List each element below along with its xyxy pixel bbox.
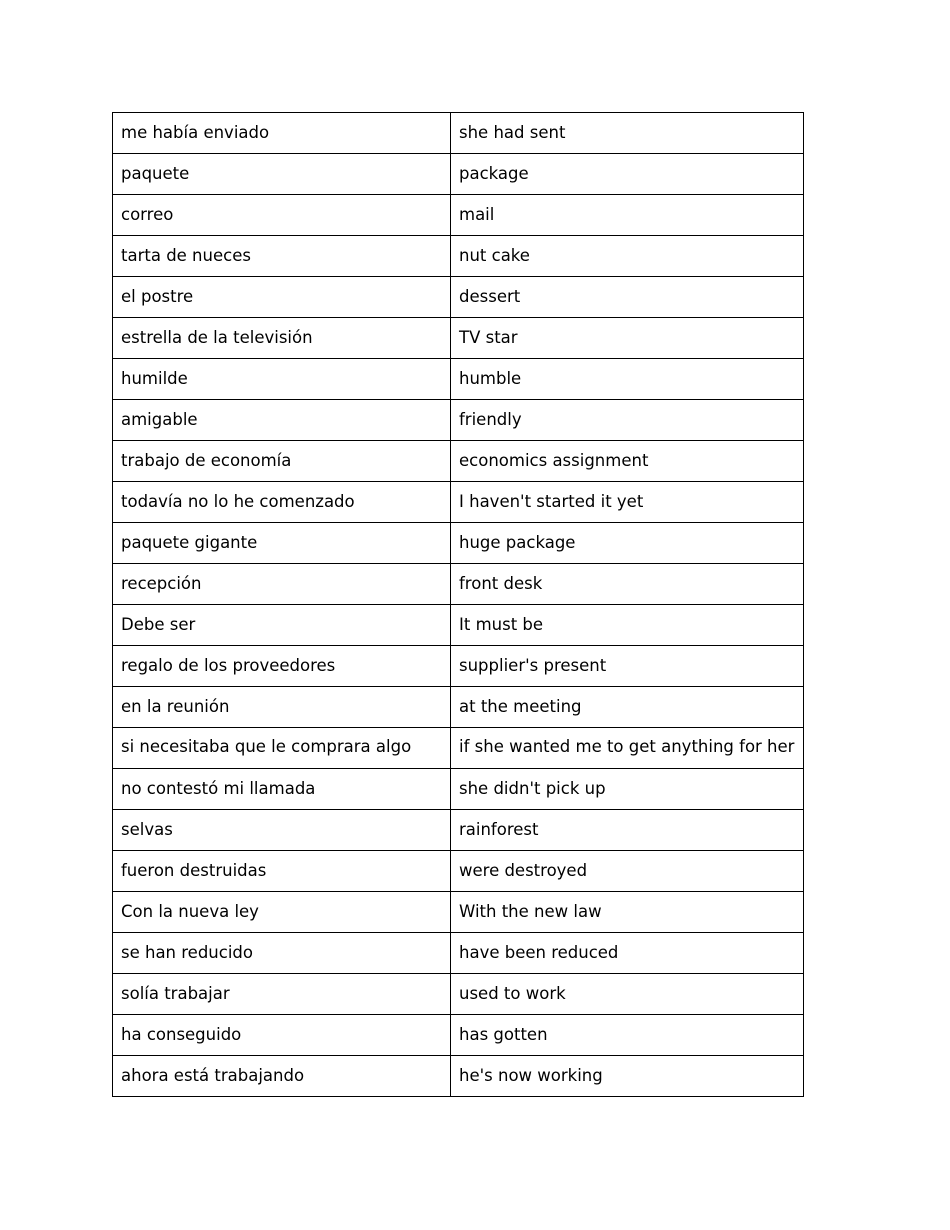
spanish-cell: no contestó mi llamada [113, 769, 451, 810]
english-cell: economics assignment [451, 441, 804, 482]
english-cell: has gotten [451, 1015, 804, 1056]
english-cell: mail [451, 195, 804, 236]
spanish-cell: se han reducido [113, 933, 451, 974]
english-cell: huge package [451, 523, 804, 564]
spanish-cell: regalo de los proveedores [113, 646, 451, 687]
table-row [113, 113, 804, 154]
spanish-cell: ahora está trabajando [113, 1056, 451, 1097]
english-cell: friendly [451, 400, 804, 441]
vocabulary-table-body [113, 113, 804, 1097]
spanish-cell: en la reunión [113, 687, 451, 728]
table-row [113, 1015, 804, 1056]
table-row [113, 359, 804, 400]
spanish-cell: ha conseguido [113, 1015, 451, 1056]
spanish-cell: si necesitaba que le comprara algo [113, 728, 451, 769]
table-row [113, 851, 804, 892]
english-cell: have been reduced [451, 933, 804, 974]
table-row [113, 523, 804, 564]
table-row [113, 318, 804, 359]
english-cell: if she wanted me to get anything for her [451, 728, 804, 769]
spanish-cell: trabajo de economía [113, 441, 451, 482]
table-row [113, 195, 804, 236]
table-row [113, 810, 804, 851]
spanish-cell: el postre [113, 277, 451, 318]
english-cell: front desk [451, 564, 804, 605]
spanish-cell: Con la nueva ley [113, 892, 451, 933]
spanish-cell: me había enviado [113, 113, 451, 154]
table-row [113, 441, 804, 482]
table-row [113, 728, 804, 769]
english-cell: she didn't pick up [451, 769, 804, 810]
english-cell: TV star [451, 318, 804, 359]
table-row [113, 277, 804, 318]
english-cell: package [451, 154, 804, 195]
english-cell: With the new law [451, 892, 804, 933]
english-cell: dessert [451, 277, 804, 318]
spanish-cell: amigable [113, 400, 451, 441]
table-row [113, 605, 804, 646]
english-cell: used to work [451, 974, 804, 1015]
english-cell: It must be [451, 605, 804, 646]
table-row [113, 400, 804, 441]
english-cell: he's now working [451, 1056, 804, 1097]
english-cell: I haven't started it yet [451, 482, 804, 523]
table-row [113, 933, 804, 974]
spanish-cell: todavía no lo he comenzado [113, 482, 451, 523]
english-cell: humble [451, 359, 804, 400]
table-row [113, 236, 804, 277]
spanish-cell: fueron destruidas [113, 851, 451, 892]
table-row [113, 1056, 804, 1097]
english-cell: were destroyed [451, 851, 804, 892]
spanish-cell: humilde [113, 359, 451, 400]
spanish-cell: paquete gigante [113, 523, 451, 564]
spanish-cell: Debe ser [113, 605, 451, 646]
table-row [113, 646, 804, 687]
spanish-cell: recepción [113, 564, 451, 605]
table-row [113, 892, 804, 933]
table-row [113, 154, 804, 195]
english-cell: she had sent [451, 113, 804, 154]
spanish-cell: solía trabajar [113, 974, 451, 1015]
spanish-cell: correo [113, 195, 451, 236]
table-row [113, 687, 804, 728]
spanish-cell: paquete [113, 154, 451, 195]
vocabulary-table [112, 112, 804, 1097]
english-cell: at the meeting [451, 687, 804, 728]
table-row [113, 564, 804, 605]
english-cell: supplier's present [451, 646, 804, 687]
english-cell: rainforest [451, 810, 804, 851]
english-cell: nut cake [451, 236, 804, 277]
table-row [113, 482, 804, 523]
spanish-cell: estrella de la televisión [113, 318, 451, 359]
table-row [113, 769, 804, 810]
spanish-cell: tarta de nueces [113, 236, 451, 277]
spanish-cell: selvas [113, 810, 451, 851]
table-row [113, 974, 804, 1015]
